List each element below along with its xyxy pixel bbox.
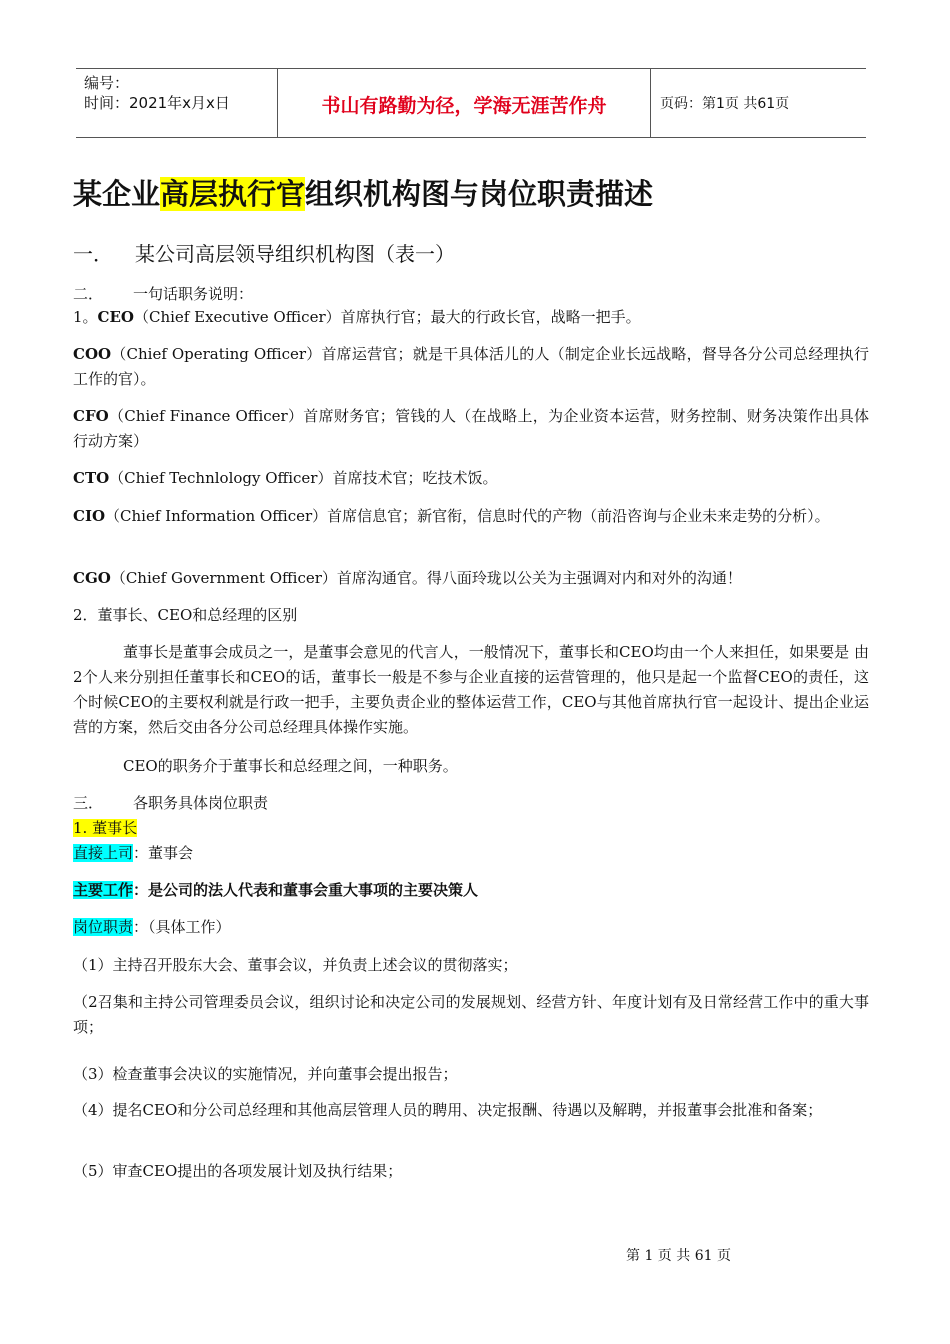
role-code: CTO [73, 469, 110, 487]
role-desc: （Chief Executive Officer）首席执行官；最大的行政长官，战略一把手。 [134, 308, 641, 326]
page-footer: 第 1 页 共 61 页 [626, 1248, 731, 1264]
role-item [73, 466, 869, 491]
duty-label: 岗位职责 [73, 918, 134, 936]
role-code: CGO [73, 569, 111, 587]
role-item [73, 305, 869, 330]
header-page-label: 页码：第1页 共61页 [660, 96, 790, 112]
section-2-heading [73, 282, 869, 307]
title-suffix: 组织机构图与岗位职责描述 [305, 177, 654, 211]
role-desc: （Chief Government Officer）首席沟通官。得八面玲珑以公关为主强调对内和对外的沟通！ [110, 569, 742, 587]
section-1-num: 一． [73, 242, 113, 266]
header-meta [84, 73, 276, 113]
main-work-value: ：是公司的法人代表和董事会重大事项的主要决策人 [133, 881, 479, 899]
role-item [73, 342, 869, 392]
role-item [73, 404, 869, 454]
section-1-heading [73, 242, 869, 267]
superior-label: 直接上司 [73, 844, 134, 862]
header-motto: 书山有路勤为径，学海无涯苦作舟 [321, 95, 607, 117]
page-header [76, 68, 866, 138]
role-code: CEO [97, 308, 134, 326]
title-highlight: 高层执行官 [160, 177, 306, 211]
diff-heading: 2．董事长、CEO和总经理的区别 [73, 606, 298, 624]
duty-value: ：（具体工作） [133, 918, 231, 936]
duty-line [73, 915, 869, 940]
role-title [73, 816, 869, 841]
section-3-text: 各职务具体岗位职责 [133, 794, 269, 812]
duty-item: （4）提名CEO和分公司总经理和其他高层管理人员的聘用、决定报酬、待遇以及解聘，并报董事会批准和备案； [73, 1101, 823, 1119]
role-code: CIO [73, 507, 106, 525]
role-desc: （Chief Finance Officer）首席财务官；管钱的人（在战略上，为企业资本运营，财务控制、财务决策作出具体行动方案） [73, 407, 869, 450]
main-work-line [73, 878, 869, 903]
duty-item: （2召集和主持公司管理委员会议，组织讨论和决定公司的发展规划、经营方针、年度计划有及日常经营工作中的重大事项； [73, 993, 869, 1036]
role-prefix: 1。 [73, 308, 98, 326]
section-1-text: 某公司高层领导组织机构图（表一） [135, 242, 455, 266]
section-3-heading [73, 791, 869, 816]
role-desc: （Chief Technlology Officer）首席技术官；吃技术饭。 [109, 469, 498, 487]
diff-paragraph: 董事长是董事会成员之一，是董事会意见的代言人，一般情况下，董事长和CEO均由一个人来担任，如果要是 由2个人来分别担任董事长和CEO的话，董事长一般是不参与企业直接的运营管理的，他只是起一个监督CEO的责任，这个时候CEO的主要权利就是行政一把手，主要负责企业的整体运营工作，CEO与其他首席执行官一起设计、提出企业运营的方案，然后交由各分公司总经理具体操作实施。 [73, 643, 869, 736]
header-divider [650, 69, 651, 137]
main-work-label: 主要工作 [73, 881, 134, 899]
ceo-paragraph: CEO的职务介于董事长和总经理之间，一种职务。 [123, 757, 458, 775]
role-item [73, 566, 869, 591]
time-label: 时间：2021年x月x日 [84, 94, 230, 112]
role-desc: （Chief Information Officer）首席信息官；新官衔，信息时代的产物（前沿咨询与企业未来走势的分析）。 [105, 507, 830, 525]
title-prefix: 某企业 [73, 177, 161, 211]
section-2-num: 二． [73, 285, 104, 303]
superior-value: ：董事会 [133, 844, 194, 862]
document-title [73, 172, 653, 213]
role-item [73, 504, 869, 529]
section-2-text: 一句话职务说明： [133, 285, 254, 303]
role-title-text: 1. 董事长 [73, 819, 138, 837]
role-desc: （Chief Operating Officer）首席运营官；就是干具体活儿的人（制定企业长远战略，督导各分公司总经理执行工作的官）。 [73, 345, 869, 388]
role-code: COO [73, 345, 112, 363]
role-code: CFO [73, 407, 109, 425]
duty-item: （1）主持召开股东大会、董事会议，并负责上述会议的贯彻落实； [73, 956, 518, 974]
duty-item: （3）检查董事会决议的实施情况，并向董事会提出报告； [73, 1065, 458, 1083]
duty-item: （5）审查CEO提出的各项发展计划及执行结果； [73, 1162, 403, 1180]
number-label: 编号： [84, 74, 130, 92]
section-3-num: 三． [73, 794, 104, 812]
superior-line [73, 841, 869, 866]
